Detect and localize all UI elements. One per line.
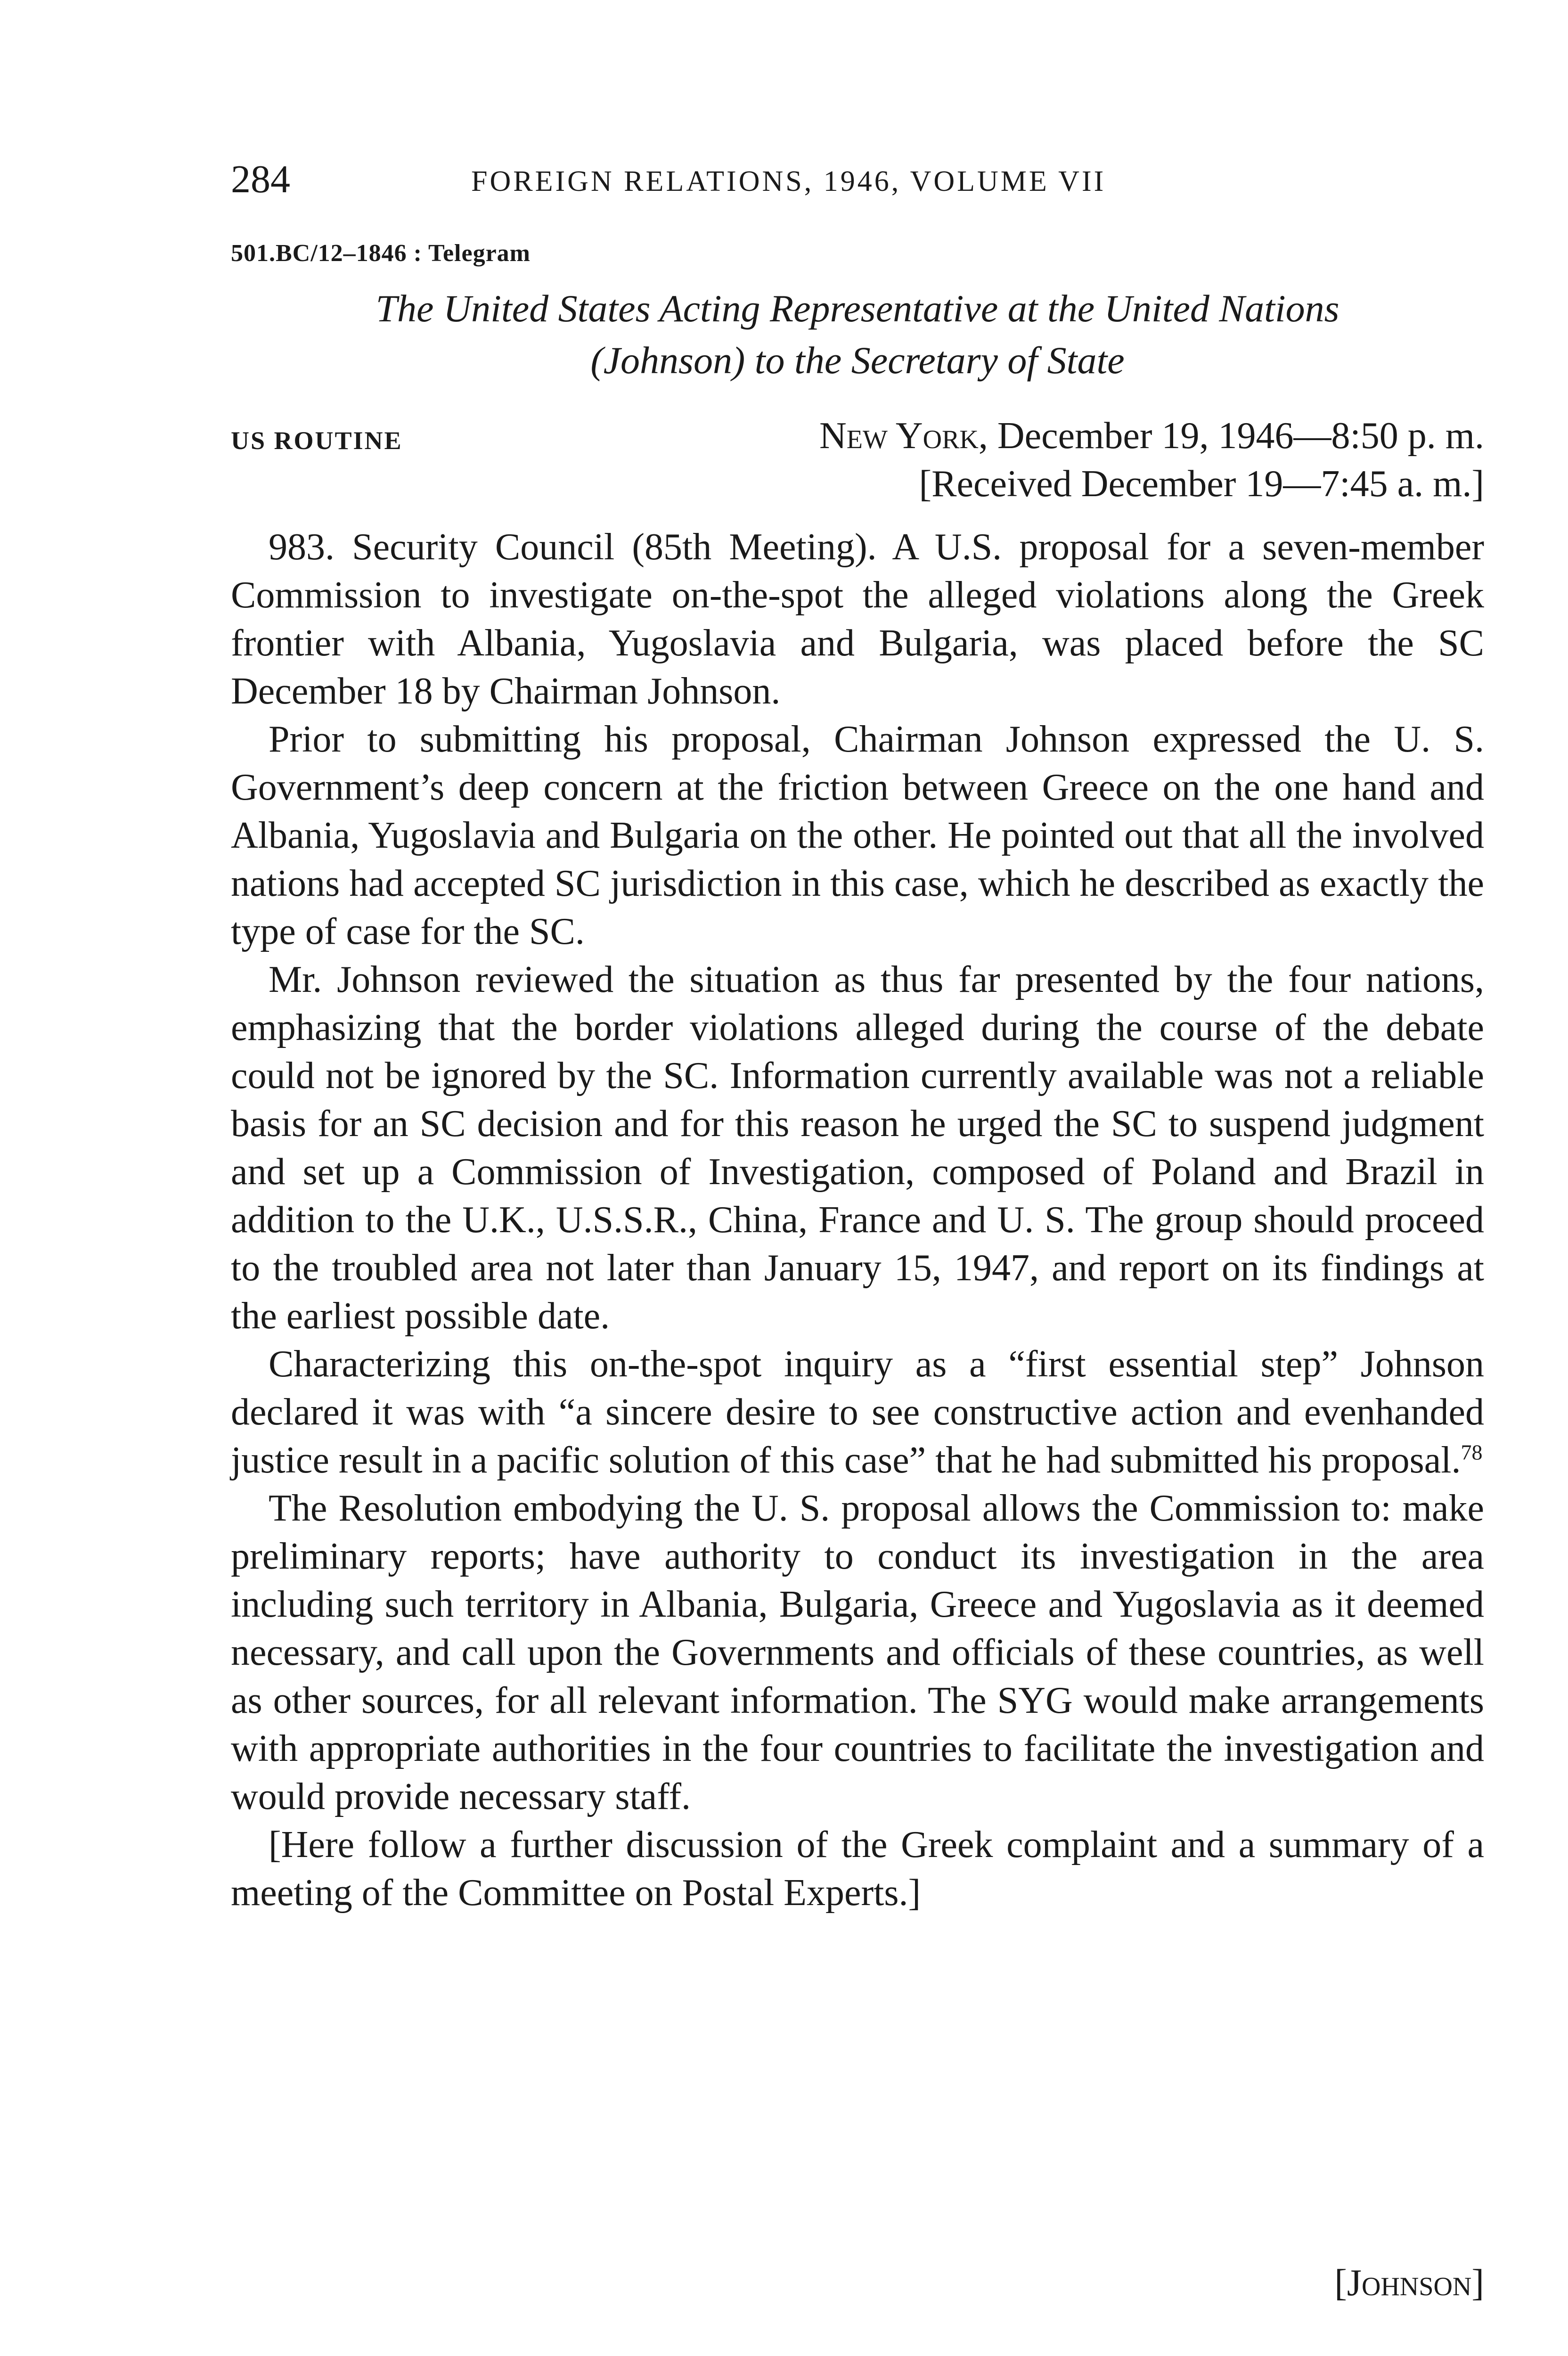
document-id: 501.BC/12–1846 : Telegram — [231, 240, 531, 267]
heading-line-2: (Johnson) to the Secretary of State — [590, 339, 1125, 382]
dateline-block — [231, 415, 1484, 528]
running-title: FOREIGN RELATIONS, 1946, VOLUME VII — [471, 165, 1106, 197]
body-text — [231, 523, 1484, 1917]
paragraph: 983. Security Council (85th Meeting). A U.S. proposal for a seven-member Commission to investigate on-the-spot the alleged violations along the Greek frontier with Albania, Yugoslavia and Bulgaria, was placed before the SC December 18 by Chairman Johnson. — [231, 526, 1484, 712]
dateline-place: New York, — [819, 415, 988, 457]
paragraph: Prior to submitting his proposal, Chairman Johnson expressed the U. S. Government’s deep concern at the friction between Greece on the one hand and Albania, Yugoslavia and Bulgaria on the other. He pointed out that all the involved nations had accepted SC jurisdiction in this case, which he described as exactly the type of case for the SC. — [231, 719, 1484, 952]
paragraph-with-footnote — [231, 1340, 1484, 1484]
page-number: 284 — [231, 157, 290, 201]
dateline — [819, 415, 1484, 458]
running-head — [231, 156, 1375, 199]
signature: [Johnson] — [1334, 2262, 1484, 2304]
heading-line-1: The United States Acting Representative at the United Nations — [376, 287, 1339, 330]
priority-label: US ROUTINE — [231, 426, 403, 455]
paragraph: [Here follow a further discussion of the Greek complaint and a summary of a meeting of the Committee on Postal Experts.] — [231, 1824, 1484, 1914]
received-line: [Received December 19—7:45 a. m.] — [919, 463, 1484, 505]
paragraph: Mr. Johnson reviewed the situation as thus far presented by the four nations, emphasizing that the border violations alleged during the course of the debate could not be ignored by the SC. Information currently available was not a reliable basis for an SC decision and for this reason he urged the SC to suspend judgment and set up a Commission of Investigation, composed of Poland and Brazil in addition to the U.K., U.S.S.R., China, France and U. S. The group should proceed to the troubled area not later than January 15, 1947, and report on its findings at the earliest possible date. — [231, 959, 1484, 1337]
footnote-reference[interactable]: 78 — [1461, 1440, 1483, 1464]
paragraph-text: Characterizing this on-the-spot inquiry as a “first essential step” Johnson declared it was with “a sincere desire to see constructive action and evenhanded justice result in a pacific solution of this case” that he had submitted his proposal. — [231, 1343, 1484, 1481]
document-heading — [231, 283, 1484, 386]
paragraph: The Resolution embodying the U. S. proposal allows the Commission to: make preliminary reports; have authority to conduct its investigation in the area including such territory in Albania, Bulgaria, Greece and Yugoslavia as it deemed necessary, and call upon the Governments and officials of these countries, as well as other sources, for all relevant information. The SYG would make arrangements with appropriate authorities in the four countries to facilitate the investigation and would provide necessary staff. — [231, 1488, 1484, 1817]
dateline-date: December 19, 1946—8:50 p. m. — [997, 415, 1484, 457]
